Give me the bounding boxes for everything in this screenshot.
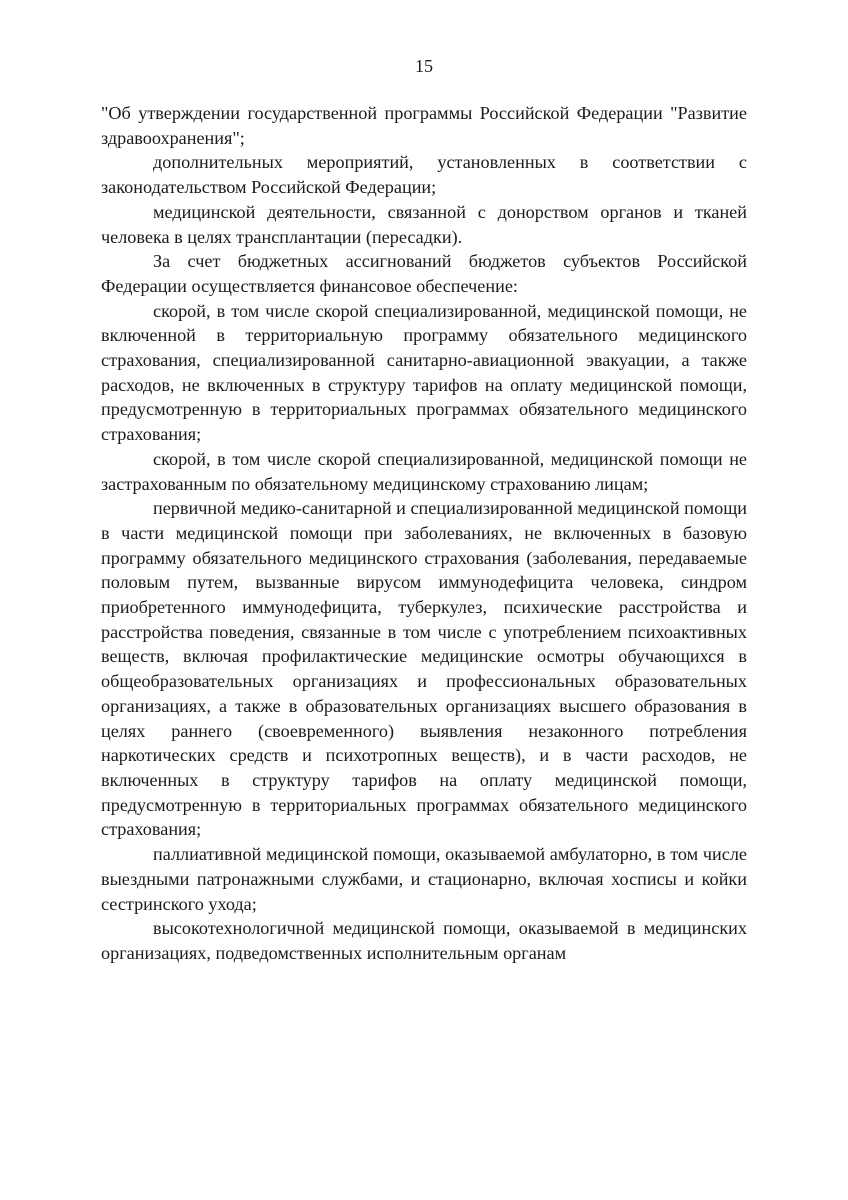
- paragraph-primary-specialized-care: первичной медико-санитарной и специализированной медицинской помощи в части медицинской помощи при заболеваниях, не включенных в базовую программу обязательного медицинского страхования (заболевания, передаваемые половым путем, вызванные вирусом иммунодефицита человека, синдром приобретенного иммунодефицита, туберкулез, психические расстройства и расстройства поведения, связанные в том числе с употреблением психоактивных веществ, включая профилактические медицинские осмотры обучающихся в общеобразовательных организациях и профессиональных образовательных организациях, а также в образовательных организациях высшего образования в целях раннего (своевременного) выявления незаконного потребления наркотических средств и психотропных веществ), и в части расходов, не включенных в структуру тарифов на оплату медицинской помощи, предусмотренную в территориальных программах обязательного медицинского страхования;: [101, 498, 747, 840]
- document-body: [101, 101, 747, 966]
- paragraph-emergency-care: скорой, в том числе скорой специализированной, медицинской помощи, не включенной в территориальную программу обязательного медицинского страхования, специализированной санитарно-авиационной эвакуации, а также расходов, не включенных в структуру тарифов на оплату медицинской помощи, предусмотренную в территориальных программах обязательного медицинского страхования;: [101, 300, 747, 445]
- paragraph-palliative-care: паллиативной медицинской помощи, оказываемой амбулаторно, в том числе выездными патронажными службами, и стационарно, включая хосписы и койки сестринского ухода;: [101, 844, 747, 914]
- paragraph-regional-budget-intro: За счет бюджетных ассигнований бюджетов субъектов Российской Федерации осуществляется финансовое обеспечение:: [101, 251, 747, 296]
- paragraph-organ-donation: медицинской деятельности, связанной с донорством органов и тканей человека в целях трансплантации (пересадки).: [101, 201, 747, 247]
- paragraph-continuation: "Об утверждении государственной программы Российской Федерации "Развитие здравоохранения";: [101, 103, 747, 148]
- paragraph-additional-measures: дополнительных мероприятий, установленных в соответствии с законодательством Российской Федерации;: [101, 152, 747, 198]
- page-number: 15: [415, 56, 433, 76]
- paragraph-high-tech-care: высокотехнологичной медицинской помощи, оказываемой в медицинских организациях, подведомственных исполнительным органам: [101, 918, 747, 963]
- paragraph-emergency-uninsured: скорой, в том числе скорой специализированной, медицинской помощи не застрахованным по обязательному медицинскому страхованию лицам;: [101, 448, 747, 494]
